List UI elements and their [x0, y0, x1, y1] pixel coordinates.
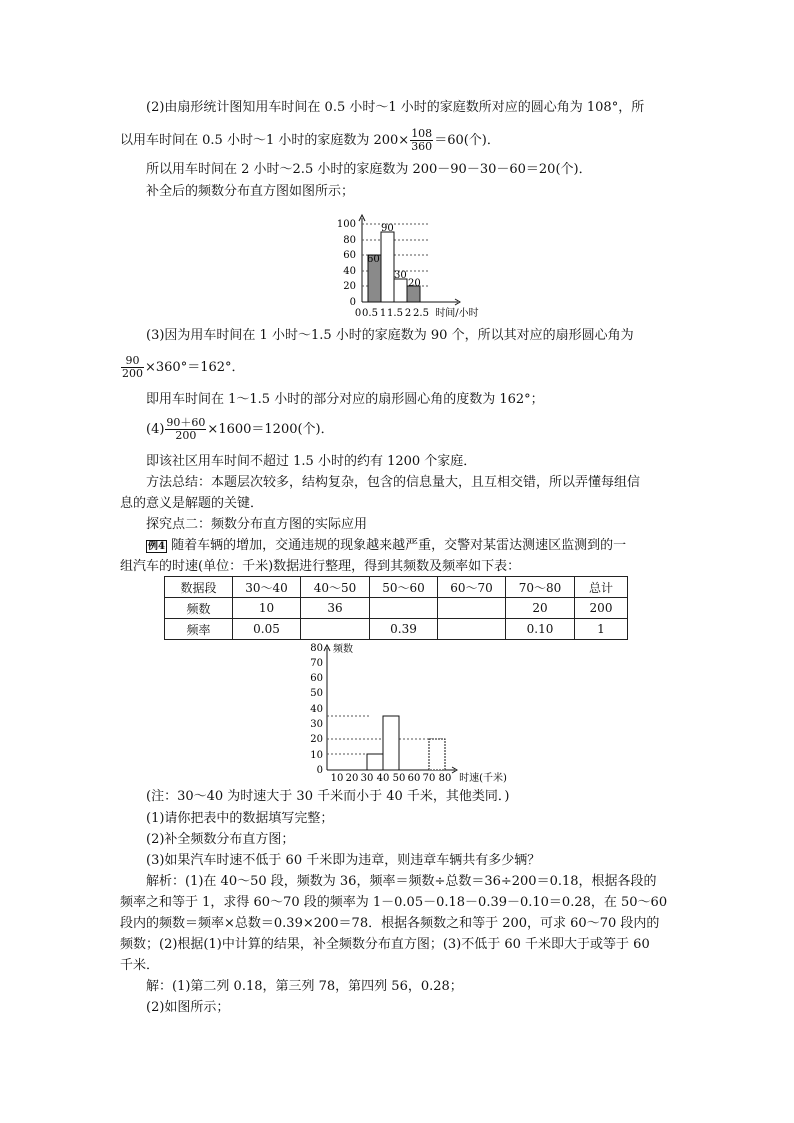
y-tick-label: 30 — [310, 719, 323, 730]
fraction-numerator: 108 — [411, 127, 433, 140]
x-tick-labels — [331, 773, 452, 784]
y-tick-label: 0 — [316, 765, 323, 776]
paragraph-line: 所以用车时间在 2 小时～2.5 小时的家庭数为 200－90－30－60＝20(个)． — [146, 162, 592, 177]
fraction-denominator: 360 — [411, 140, 433, 153]
x-tick-label: 20 — [345, 773, 359, 784]
y-tick-label: 0 — [349, 297, 356, 308]
paragraph-line: 千米． — [120, 958, 160, 973]
x-tick-label: 1 — [379, 308, 387, 319]
paragraph-line: 频数；(2)根据(1)中计算的结果，补全频数分布直方图；(3)不低于 60 千米即大于或等于 60 — [120, 937, 650, 952]
table-cell: 总计 — [575, 577, 628, 598]
y-tick-label: 20 — [310, 734, 323, 745]
table-cell: 60～70 — [438, 577, 506, 598]
table-cell — [370, 598, 438, 619]
frequency-table — [164, 576, 628, 640]
table-cell: 50～60 — [370, 577, 438, 598]
paragraph-line: 探究点二：频数分布直方图的实际应用 — [146, 517, 368, 532]
paragraph-line: 解析：(1)在 40～50 段，频数为 36，频率＝频数÷总数＝36÷200＝0.18，根据各段的 — [146, 874, 657, 889]
fraction — [165, 417, 206, 442]
y-axis-label: 频数 — [333, 644, 353, 655]
table-row — [165, 598, 628, 619]
bar-40-50 — [383, 716, 399, 770]
fraction-denominator: 200 — [175, 429, 197, 442]
table-cell: 0.05 — [233, 619, 301, 640]
y-tick-label: 50 — [310, 688, 323, 699]
paragraph-line — [120, 355, 245, 380]
text-span: 随着车辆的增加，交通违规的现象越来越严重，交警对某雷达测速区监测到的一 — [171, 538, 627, 553]
paragraph-line: 方法总结：本题层次较多，结构复杂，包含的信息量大，且互相交错，所以弄懂每组信 — [146, 475, 641, 490]
y-tick-label: 40 — [343, 266, 356, 277]
paragraph-line: 组汽车的时速(单位：千米)数据进行整理，得到其频数及频率如下表： — [120, 559, 521, 574]
paragraph-line: 息的意义是解题的关键． — [120, 496, 264, 511]
bar-1-1.5 — [381, 232, 394, 302]
x-tick-labels — [355, 308, 429, 319]
paragraph-line — [146, 417, 334, 442]
fraction — [121, 355, 144, 380]
x-tick-label: 2 — [404, 308, 412, 319]
paragraph-line: (注：30～40 为时速大于 30 千米而小于 40 千米，其他类同．) — [146, 789, 510, 804]
table-cell: 频数 — [165, 598, 233, 619]
fraction — [410, 128, 433, 153]
table-cell: 0.39 — [370, 619, 438, 640]
table-cell: 70～80 — [506, 577, 575, 598]
x-tick-label: 80 — [438, 773, 452, 784]
y-tick-label: 10 — [310, 750, 323, 761]
x-tick-label: 40 — [376, 773, 390, 784]
bar-30-40 — [367, 754, 383, 770]
table-cell: 0.10 — [506, 619, 575, 640]
x-tick-label: 2.5 — [413, 308, 429, 319]
table-row — [165, 577, 628, 598]
table-cell — [438, 619, 506, 640]
y-tick-label: 100 — [336, 219, 356, 230]
paragraph-line — [146, 537, 626, 554]
y-tick-label: 80 — [343, 235, 356, 246]
table-cell: 30～40 — [233, 577, 301, 598]
bar-value-label: 60 — [367, 254, 380, 265]
x-tick-label: 0.5 — [362, 308, 378, 319]
table-cell: 36 — [301, 598, 370, 619]
paragraph-line: (3)因为用车时间在 1 小时～1.5 小时的家庭数为 90 个，所以其对应的扇形圆心角为 — [146, 328, 634, 343]
paragraph-line: (2)补全频数分布直方图； — [146, 832, 295, 847]
paragraph-line: 频率之和等于 1，求得 60～70 段的频率为 1－0.05－0.18－0.39－0.10＝0.28，在 50～60 — [120, 895, 668, 910]
histogram-speed — [305, 640, 525, 785]
table-row — [165, 619, 628, 640]
bar-1.5-2 — [394, 279, 407, 302]
paragraph-line: 补全后的频数分布直方图如图所示； — [146, 184, 355, 199]
y-tick-label: 60 — [343, 250, 356, 261]
text-span: (4) — [146, 422, 165, 437]
paragraph-line: 即用车时间在 1～1.5 小时的部分对应的扇形圆心角的度数为 162°； — [146, 392, 544, 407]
y-tick-label: 20 — [343, 281, 356, 292]
bar-value-label: 20 — [408, 278, 421, 289]
paragraph-line: (2)由扇形统计图知用车时间在 0.5 小时～1 小时的家庭数所对应的圆心角为 108°，所 — [146, 100, 645, 115]
table-cell — [301, 619, 370, 640]
paragraph-line: 解：(1)第二列 0.18，第三列 78，第四列 56，0.28； — [146, 979, 463, 994]
x-tick-label: 50 — [392, 773, 406, 784]
table-cell: 1 — [575, 619, 628, 640]
table-cell: 20 — [506, 598, 575, 619]
paragraph-line: (2)如图所示； — [146, 1000, 230, 1015]
paragraph-line: (1)请你把表中的数据填写完整； — [146, 811, 334, 826]
text-span: 以用车时间在 0.5 小时～1 小时的家庭数为 200× — [120, 133, 410, 148]
y-tick-label: 70 — [310, 658, 323, 669]
y-tick-labels — [310, 643, 323, 776]
table-cell: 200 — [575, 598, 628, 619]
y-tick-label: 40 — [310, 704, 323, 715]
x-tick-label: 1.5 — [387, 308, 403, 319]
x-tick-label: 10 — [330, 773, 344, 784]
x-tick-label: 70 — [422, 773, 436, 784]
table-cell: 频率 — [165, 619, 233, 640]
table-cell: 40～50 — [301, 577, 370, 598]
bar-value-label: 30 — [394, 270, 407, 281]
x-axis-label: 时间/小时 — [435, 308, 479, 319]
paragraph-line: 段内的频数＝频率×总数＝0.39×200＝78．根据各频数之和等于 200，可求 60～70 段内的 — [120, 916, 660, 931]
y-tick-label: 80 — [310, 643, 323, 654]
paragraph-line — [120, 128, 500, 153]
histogram-usage-time — [330, 210, 500, 325]
y-tick-label: 60 — [310, 673, 323, 684]
bar-value-label: 90 — [381, 223, 394, 234]
x-tick-label: 60 — [407, 773, 421, 784]
paragraph-line: 即该社区用车时间不超过 1.5 小时的约有 1200 个家庭． — [146, 454, 477, 469]
y-tick-labels — [337, 219, 356, 308]
x-tick-label: 0 — [354, 308, 362, 319]
table-cell — [438, 598, 506, 619]
text-span: ×360°＝162°． — [145, 360, 245, 375]
example-tag: 例4 — [148, 541, 165, 552]
text-span: ×1600＝1200(个)． — [207, 422, 334, 437]
paragraph-line: (3)如果汽车时速不低于 60 千米即为违章，则违章车辆共有多少辆？ — [146, 853, 541, 868]
fraction-numerator: 90＋60 — [166, 416, 206, 429]
text-span: ＝60(个)． — [434, 133, 500, 148]
table-cell: 数据段 — [165, 577, 233, 598]
bar-70-80 — [429, 739, 445, 770]
fraction-denominator: 200 — [122, 367, 143, 380]
table-cell: 10 — [233, 598, 301, 619]
x-tick-label: 30 — [360, 773, 374, 784]
x-axis-label: 时速(千米) — [459, 773, 507, 784]
fraction-numerator: 90 — [121, 355, 144, 368]
